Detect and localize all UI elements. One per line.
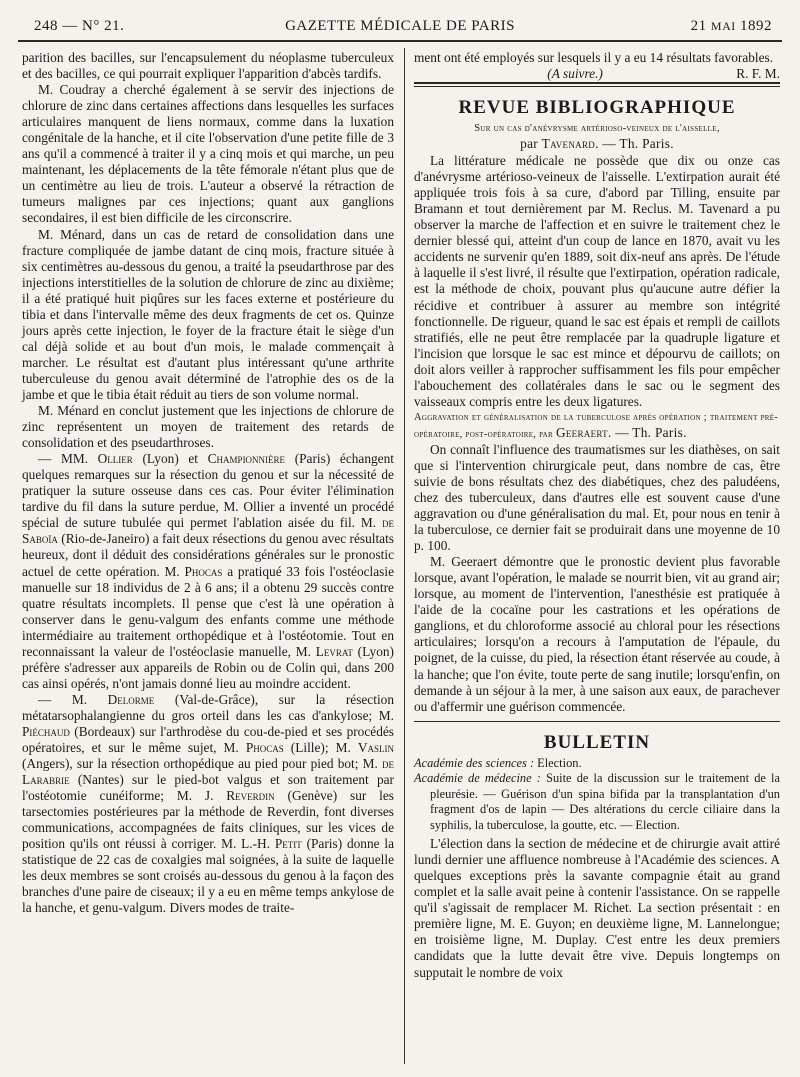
paragraph: M. Ménard en conclut justement que les injections de chlorure de zinc représentent un moyen de traitement des retards de consolidation et des pseudarthroses. (22, 403, 394, 451)
signature: R. F. M. (736, 66, 780, 82)
page-number: 248 — N° 21. (34, 18, 125, 34)
author-name: Phocas (245, 740, 284, 756)
author-name: de Saboïa (22, 515, 394, 547)
paragraph: parition des bacilles, sur l'encapsulement du néoplasme tuberculeux et des bacilles, ce qui pourrait expliquer l'apparition d'abcès tardifs. (22, 50, 394, 82)
author-name: Levrat (315, 643, 353, 659)
section-rule (414, 86, 780, 87)
paragraph: M. Ménard, dans un cas de retard de consolidation dans une fracture compliquée de jambe datant de cinq mois, fracture située à six centimètres au-dessous du genou, a traité la pseudarthrose par des injections interstitielles de la solution de chlorure de zinc au dixième; il a été pratiqué huit piqûres sur les faces externe et postérieure du tibia et dans l'intervalle même des deux fragments de cet os. Quinze jours après cette injection, le foyer de la fracture était le siège d'un cal déjà solide et au bout d'un mois, le malade commençait à marcher. Le résultat est d'autant plus intéressant qu'une arthrite tuberculeuse du genou avait déterminé de l'atrophie des os de la jambe et que le tibia était réduit au tiers de son volume normal. (22, 226, 394, 402)
paragraph: On connaît l'influence des traumatismes sur les diathèses, on sait que si l'intervention chirurgicale peut, dans nombre de cas, être suivie de bons résultats chez des diabétiques, chez des paludéens, chez des tuberculeux, dans d'autres elle est souvent cause d'une aggravation ou d'une généralisation du mal. Et, pour nous en tenir à la tuberculose, ce dernier fait se produirait dans une moyenne de 10 p. 100. (414, 441, 780, 554)
author-name: Tavenard (541, 136, 596, 152)
paragraph: L'élection dans la section de médecine et de chirurgie avait attiré lundi dernier une affluence nombreuse à l'Académie des sciences. A quelques exceptions près la savante compagnie était au grand complet et la salle avait peine à contenir l'assistance. On se rappelle qu'il s'agissait de remplacer M. Richet. La section présentait : en première ligne, M. E. Guyon; en deuxième ligne, M. Lannelongue; en troisième ligne, M. Duplay. C'est entre les deux premiers candidats que la lutte devait être vive. Depuis longtemps on supputait le nombre de voix (414, 836, 780, 980)
author-name: Championnière (207, 451, 286, 467)
paragraph: M. Geeraert démontre que le pronostic devient plus favorable lorsque, avant l'opération, le malade se nourrit bien, vit au grand air; lorsque, au moment de l'intervention, l'anesthésie est pratiquée à l'aide de la cocaïne pour les castrations et les opérations de ganglions, et du chloroforme associé au chloral pour les résections articulaires; lorsqu'on a recours à l'amputation de l'épaule, du poignet, de la cuisse, du pied, la résection étant réservée au coude, à la hanche; que l'on évite, toute perte de sang inutile; lorsqu'enfin, on demande à un séjour à la mer, à une saison aux eaux, de parachever ou d'affermir une guérison commencée. (414, 554, 780, 714)
paragraph: La littérature médicale ne possède que dix ou onze cas d'anévrysme artérioso-veineux de l'aisselle. L'extirpation aurait été appliquée trois fois à sa cure, d'abord par Tilling, ensuite par Bramann et tout dernièrement par M. Reclus. M. Tavenard a pu observer la marche de l'affection et en suivre le traitement chez le dernier blessé qui, atteint d'un coup de lance en 1870, avait vu les accidents ne survenir qu'en 1889, soit dix-neuf ans après. De l'étude à laquelle il s'est livré, il résulte que l'extirpation, opération radicale, est la méthode de choix, pouvant plus qu'aucune autre défier la récidive et contribuer à assurer au membre son intégrité fonctionnelle. De rigueur, quand le sac est épais et rempli de caillots stratifiés, elle ne peut être remplacée par la quadruple ligature et l'incision que lorsque le sac est mince et dépourvu de caillots; on doit alors veiller à rapprocher suffisamment les fils pour empêcher l'abouchement des collatérales dans le sac ou le segment des vaisseaux compris entre les deux ligatures. (414, 153, 780, 409)
journal-title: GAZETTE MÉDICALE DE PARIS (285, 18, 515, 34)
issue-date: 21 MAI 1892 (690, 18, 772, 34)
author-name: Piéchaud (22, 723, 70, 739)
author-name: Geeraert (555, 424, 608, 440)
author-name: Vaslin (357, 740, 394, 756)
author-name: Delorme (107, 691, 155, 707)
summary-line: Académie de médecine : Suite de la discussion sur le traitement de la pleurésie. — Guérison d'un spina bifida par la transplantation d'un fragment d'os de lapin — Des altérations du cercle ciliaire dans la syphilis, la tuberculose, la goutte, etc. — Election. (414, 771, 780, 832)
author-name: de Larabrie (22, 756, 394, 788)
article-heading: Sur un cas d'anévrysme artérioso-veineux de l'aisselle, par Tavenard. — Th. Paris. (474, 123, 720, 152)
paragraph: ment ont été employés sur lesquels il y a eu 14 résultats favorables. (414, 50, 774, 65)
author-name: Phocas (184, 563, 223, 579)
author-name: Ollier (97, 451, 133, 467)
column-divider (404, 48, 405, 1064)
paragraph: — M. Delorme (Val-de-Grâce), sur la résection métatarsophalangienne du gros orteil dans les cas d'ankylose; M. Piéchaud (Bordeaux) sur l'arthrodèse du cou-de-pied et ses procédés opératoires, et sur le même sujet, M. Phocas (Lille); M. Vaslin (Angers), sur la résection orthopédique au pied pour pied bot; M. de Larabrie (Nantes) sur le pied-bot valgus et son traitement par l'ostéotomie cunéiforme; M. J. Reverdin (Genève) sur les tarsectomies postérieures par la méthode de Reverdin, font diverses communications, accompagnées de faits cliniques, sur les vices de position qu'ils ont réussi à corriger. M. L.-H. Petit (Paris) donne la statistique de 22 cas de coxalgies mal soignées, à la suite de laquelle les deux membres se sont croisés au-dessous du genou à la façon des branches d'une paire de ciseaux; il y a eu en même temps ankylose de la hanche, et genu-valgum. Divers modes de traite- (22, 691, 394, 916)
section-title-revue: REVUE BIBLIOGRAPHIQUE (458, 97, 736, 119)
right-column (414, 50, 780, 981)
article-heading: Aggravation et généralisation de la tuberculose après opération ; traitement pré-opératoire, post-opératoire, par Geeraert. — Th. Paris. (414, 411, 779, 440)
to-be-continued: (A suivre.) (547, 66, 603, 82)
summary-line: Académie des sciences : Election. (414, 755, 582, 770)
left-column (22, 50, 394, 917)
article-end-line (414, 66, 780, 82)
paragraph: M. Coudray a cherché également à se servir des injections de chlorure de zinc dans certaines affections dans lesquelles les surfaces articulaires manquent de liens normaux, comme dans la luxation congénitale de la hanche, et il cite l'observation d'une petite fille de 3 ans qu'il a commencé à traiter il y a cinq mois et qui marche, un peu maintenant, les déplacements de la tête fémorale n'étant plus que de un centimètre au lieu de trois. L'auteur a observé la rétraction de tumeurs malignes par ces injections; quant aux ganglions secondaires, il est bien difficile de les circonscrire. (22, 82, 394, 226)
paragraph: — MM. Ollier (Lyon) et Championnière (Paris) échangent quelques remarques sur la résection du genou et sur la nécessité de pratiquer la suture osseuse dans ces cas. Pour éviter l'élimination tardive du fil dans la suture perdue, M. Ollier a inventé un procédé spécial de suture tubulée qui permet l'ablation aisée du fil. M. de Saboïa (Rio-de-Janeiro) a fait deux résections du genou avec résultats heureux, dont il déduit des considérations générales sur le pronostic actuel de cette opération. M. Phocas a pratiqué 33 fois l'ostéoclasie manuelle sur 18 individus de 2 à 6 ans; il a obtenu 29 succès contre quatre résultats incomplets. Il pense que c'est là une opération à conserver dans le genu-valgum des enfants comme une méthode intermédiaire au traitement orthopédique et à l'ostéotomie. Tout en reconnaissant la valeur de l'ostéoclasie manuelle, M. Levrat (Lyon) préfère s'adresser aux appareils de Robin ou de Colin qui, dans 200 cas ainsi opérés, n'ont jamais donné lieu au moindre accident. (22, 451, 395, 691)
author-name: Reverdin (226, 788, 275, 804)
author-name: Petit (274, 836, 302, 852)
section-rule (414, 82, 780, 84)
page-header (18, 14, 782, 42)
section-rule (414, 721, 780, 722)
section-title-bulletin: BULLETIN (543, 731, 651, 753)
